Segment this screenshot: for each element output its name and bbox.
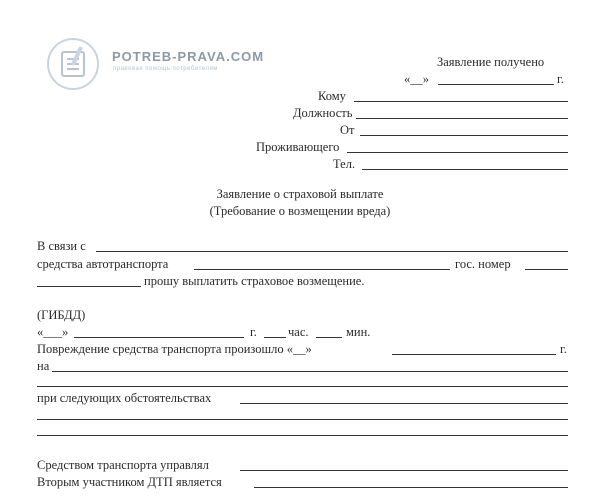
damage-date-line <box>392 354 556 355</box>
vehicle-label: средства автотранспорта <box>37 257 169 271</box>
on-line <box>52 371 568 372</box>
position-line <box>356 118 568 119</box>
event-date-line <box>74 337 244 338</box>
driver-line <box>240 470 568 471</box>
title-line-2: (Требование о возмещении вреда) <box>209 204 391 218</box>
hours-label: час. <box>288 325 309 339</box>
residing-line <box>347 152 568 153</box>
to-label: Кому <box>318 89 346 103</box>
received-date-line <box>438 84 554 85</box>
damage-label: Повреждение средства транспорта произошло «__» <box>37 342 312 356</box>
request-text: прошу выплатить страховое возмещение. <box>144 274 365 288</box>
plate-line <box>525 269 568 270</box>
circumstances-label: при следующих обстоятельствах <box>37 391 212 405</box>
second-participant-label: Вторым участником ДТП является <box>37 475 222 489</box>
event-year: г. <box>250 325 257 339</box>
received-date-quote: «__» <box>404 72 429 86</box>
second-participant-line <box>254 487 568 488</box>
vehicle-line <box>194 269 450 270</box>
on-label: на <box>37 359 50 373</box>
gibdd-label: (ГИБДД) <box>37 308 86 322</box>
plate-continue-line <box>37 286 141 287</box>
residing-label: Проживающего <box>256 140 340 154</box>
phone-label: Тел. <box>333 157 356 171</box>
minutes-line <box>316 337 342 338</box>
damage-year: г. <box>560 342 567 356</box>
in-connection-line <box>96 251 568 252</box>
blank-line-1 <box>37 386 568 387</box>
in-connection-label: В связи с <box>37 239 86 253</box>
circumstances-line <box>240 403 568 404</box>
title-line-1: Заявление о страховой выплате <box>216 187 384 201</box>
phone-line <box>362 169 568 170</box>
plate-label: гос. номер <box>455 257 511 271</box>
driver-label: Средством транспорта управлял <box>37 458 209 472</box>
position-label: Должность <box>293 106 353 120</box>
blank-line-2 <box>37 419 568 420</box>
to-line <box>354 101 568 102</box>
minutes-label: мин. <box>346 325 371 339</box>
event-date-quote: «___» <box>37 325 69 339</box>
logo-name: POTREB-PRAVA.COM <box>112 49 265 64</box>
logo-icon <box>47 38 99 90</box>
received-year: г. <box>557 72 564 86</box>
logo-tagline: правовая помощь потребителям <box>113 66 218 72</box>
hours-line <box>264 337 286 338</box>
from-label: От <box>340 123 355 137</box>
blank-line-3 <box>37 435 568 436</box>
from-line <box>360 135 568 136</box>
received-label: Заявление получено <box>437 55 545 69</box>
